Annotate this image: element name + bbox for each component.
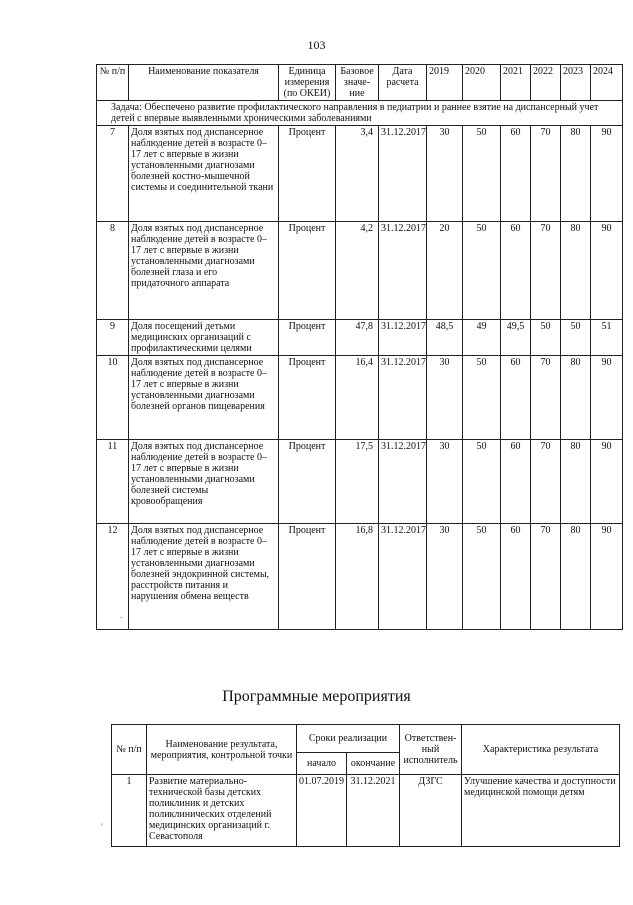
row-unit: Процент: [279, 320, 336, 356]
header-unit: Единица измерения (по ОКЕИ): [279, 65, 336, 101]
row-unit: Процент: [279, 222, 336, 320]
row-value-2019: 30: [427, 524, 463, 630]
table-row: [97, 356, 623, 440]
row-value-2023: 80: [561, 356, 591, 440]
measures-table: [111, 724, 620, 847]
row-date: 31.12.2017: [379, 440, 427, 524]
row-value-2023: 80: [561, 222, 591, 320]
measure-start: 01.07.2019: [297, 775, 347, 847]
header-year-2024: 2024: [591, 65, 623, 101]
measure-result: Улучшение качества и доступности медицинской помощи детям: [462, 775, 620, 847]
row-date: 31.12.2017: [379, 524, 427, 630]
table-row: [112, 775, 620, 847]
row-name: Доля взятых под диспансерное наблюдение детей в возрасте 0–17 лет с впервые в жизни установленными диагнозами болезней системы кровообращения: [129, 440, 279, 524]
row-unit: Процент: [279, 126, 336, 222]
row-value-2021: 60: [501, 524, 531, 630]
table-row: [97, 320, 623, 356]
header-year-2019: 2019: [427, 65, 463, 101]
header-date: Дата расчета: [379, 65, 427, 101]
row-value-2020: 50: [463, 126, 501, 222]
row-value-2024: 51: [591, 320, 623, 356]
row-unit: Процент: [279, 356, 336, 440]
measures-header-end: окончание: [347, 753, 400, 775]
table-row: [97, 524, 623, 630]
row-num: 9: [97, 320, 129, 356]
row-value-2020: 50: [463, 222, 501, 320]
section-title: Программные мероприятия: [222, 688, 411, 705]
measure-executor: ДЗГС: [400, 775, 462, 847]
row-num: 11: [97, 440, 129, 524]
measures-header-start: начало: [297, 753, 347, 775]
task-text: Задача: Обеспечено развитие профилактического направления в педиатрии и раннее взятие на диспансерный учет детей с впервые выявленными хроническими заболеваниями: [97, 101, 623, 126]
row-value-2022: 70: [531, 356, 561, 440]
row-value-2023: 80: [561, 440, 591, 524]
row-date: 31.12.2017: [379, 126, 427, 222]
header-base: Базовое значе-ние: [336, 65, 379, 101]
measures-header-result: Характеристика результата: [462, 725, 620, 775]
row-value-2022: 70: [531, 222, 561, 320]
row-value-2019: 20: [427, 222, 463, 320]
table-row: [97, 126, 623, 222]
row-name: Доля взятых под диспансерное наблюдение детей в возрасте 0–17 лет с впервые в жизни установленными диагнозами болезней органов пищеварения: [129, 356, 279, 440]
row-value-2021: 60: [501, 356, 531, 440]
table-row: [97, 440, 623, 524]
row-date: 31.12.2017: [379, 320, 427, 356]
row-base: 4,2: [336, 222, 379, 320]
row-value-2019: 48,5: [427, 320, 463, 356]
row-value-2021: 60: [501, 440, 531, 524]
header-num: № п/п: [97, 65, 129, 101]
row-name: Доля взятых под диспансерное наблюдение детей в возрасте 0–17 лет с впервые в жизни установленными диагнозами болезней костно-мышечной системы и соединительной ткани: [129, 126, 279, 222]
row-value-2022: 50: [531, 320, 561, 356]
indicators-header-row: [97, 65, 623, 101]
scan-speck: ': [101, 822, 103, 832]
row-num: 10: [97, 356, 129, 440]
measures-header-terms: Сроки реализации: [297, 725, 400, 753]
row-value-2024: 90: [591, 524, 623, 630]
row-num: 8: [97, 222, 129, 320]
row-base: 47,8: [336, 320, 379, 356]
row-value-2024: 90: [591, 126, 623, 222]
row-base: 16,8: [336, 524, 379, 630]
row-base: 16,4: [336, 356, 379, 440]
header-year-2023: 2023: [561, 65, 591, 101]
row-num: 12: [97, 524, 129, 630]
row-value-2020: 50: [463, 440, 501, 524]
measures-header-row: [112, 725, 620, 753]
row-value-2021: 60: [501, 222, 531, 320]
row-value-2022: 70: [531, 440, 561, 524]
task-row: [97, 101, 623, 126]
measure-num: 1: [112, 775, 147, 847]
row-name: Доля взятых под диспансерное наблюдение детей в возрасте 0–17 лет с впервые в жизни установленными диагнозами болезней глаза и его придаточного аппарата: [129, 222, 279, 320]
scan-speck: .: [120, 610, 123, 620]
header-year-2022: 2022: [531, 65, 561, 101]
row-date: 31.12.2017: [379, 222, 427, 320]
row-value-2021: 60: [501, 126, 531, 222]
measures-header-executor: Ответствен-ный исполнитель: [400, 725, 462, 775]
row-value-2024: 90: [591, 222, 623, 320]
row-base: 17,5: [336, 440, 379, 524]
row-value-2020: 50: [463, 524, 501, 630]
measures-header-name: Наименование результата, мероприятия, контрольной точки: [147, 725, 297, 775]
indicators-table: [96, 64, 623, 630]
row-unit: Процент: [279, 524, 336, 630]
row-value-2024: 90: [591, 440, 623, 524]
row-num: 7: [97, 126, 129, 222]
row-value-2019: 30: [427, 440, 463, 524]
table-row: [97, 222, 623, 320]
row-value-2020: 49: [463, 320, 501, 356]
measure-name: Развитие материально-технической базы детских поликлиник и детских поликлинических отделений медицинских организаций г. Севастополя: [147, 775, 297, 847]
row-value-2020: 50: [463, 356, 501, 440]
row-name: Доля взятых под диспансерное наблюдение детей в возрасте 0–17 лет с впервые в жизни установленными диагнозами болезней эндокринной системы, расстройств питания и нарушения обмена веществ: [129, 524, 279, 630]
row-date: 31.12.2017: [379, 356, 427, 440]
row-name: Доля посещений детьми медицинских организаций с профилактическими целями: [129, 320, 279, 356]
row-base: 3,4: [336, 126, 379, 222]
header-year-2020: 2020: [463, 65, 501, 101]
row-value-2022: 70: [531, 126, 561, 222]
row-value-2023: 50: [561, 320, 591, 356]
row-value-2022: 70: [531, 524, 561, 630]
row-value-2023: 80: [561, 126, 591, 222]
measure-end: 31.12.2021: [347, 775, 400, 847]
row-value-2019: 30: [427, 356, 463, 440]
row-value-2024: 90: [591, 356, 623, 440]
row-value-2023: 80: [561, 524, 591, 630]
row-value-2021: 49,5: [501, 320, 531, 356]
header-name: Наименование показателя: [129, 65, 279, 101]
row-value-2019: 30: [427, 126, 463, 222]
row-unit: Процент: [279, 440, 336, 524]
measures-header-num: № п/п: [112, 725, 147, 775]
page-number: 103: [307, 38, 326, 52]
header-year-2021: 2021: [501, 65, 531, 101]
